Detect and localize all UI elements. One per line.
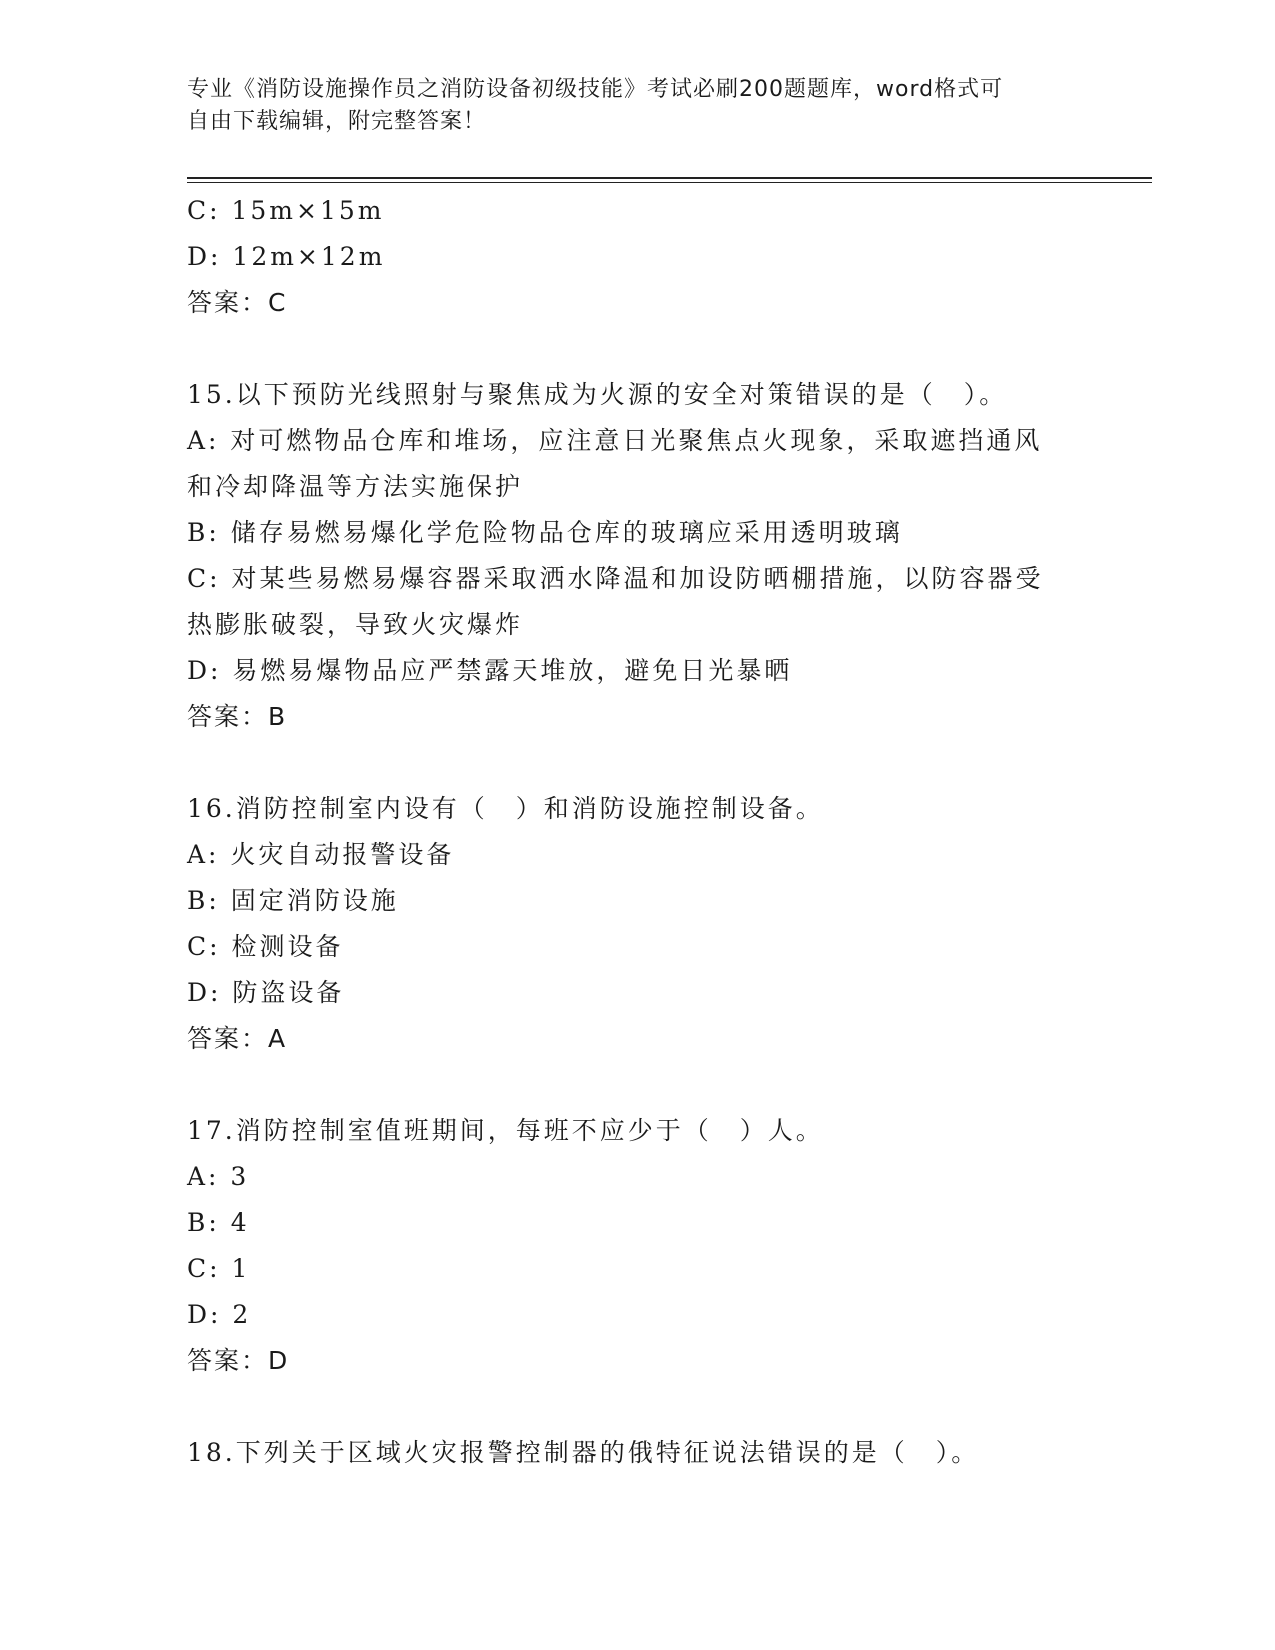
option-c: C: 15m×15m <box>187 196 385 225</box>
spacer <box>187 1384 1167 1430</box>
question-prev <box>187 188 1167 326</box>
option-a: A: 火灾自动报警设备 <box>187 840 455 869</box>
option-d: D: 2 <box>187 1300 252 1329</box>
question-18 <box>187 1430 1167 1476</box>
question-stem: 15.以下预防光线照射与聚焦成为火源的安全对策错误的是（ ）。 <box>187 380 1008 409</box>
question-17 <box>187 1108 1167 1384</box>
question-16 <box>187 786 1167 1062</box>
page-header <box>187 74 1087 138</box>
question-stem: 16.消防控制室内设有（ ）和消防设施控制设备。 <box>187 794 824 823</box>
answer: 答案：D <box>187 1346 290 1375</box>
question-stem: 18.下列关于区域火灾报警控制器的俄特征说法错误的是（ ）。 <box>187 1438 980 1467</box>
option-a-continued: 和冷却降温等方法实施保护 <box>187 472 524 501</box>
spacer <box>187 1062 1167 1108</box>
option-c: C: 对某些易燃易爆容器采取洒水降温和加设防晒棚措施，以防容器受 <box>187 564 1044 593</box>
question-stem: 17.消防控制室值班期间，每班不应少于（ ）人。 <box>187 1116 824 1145</box>
option-b: B: 4 <box>187 1208 250 1237</box>
answer: 答案：B <box>187 702 288 731</box>
option-c-continued: 热膨胀破裂，导致火灾爆炸 <box>187 610 524 639</box>
answer: 答案：A <box>187 1024 288 1053</box>
option-d: D: 易燃易爆物品应严禁露天堆放，避免日光暴晒 <box>187 656 793 685</box>
option-b: B: 储存易燃易爆化学危险物品仓库的玻璃应采用透明玻璃 <box>187 518 903 547</box>
spacer <box>187 740 1167 786</box>
option-d: D: 防盗设备 <box>187 978 345 1007</box>
option-d: D: 12m×12m <box>187 242 386 271</box>
header-title-line-1: 专业《消防设施操作员之消防设备初级技能》考试必刷200题题库，word格式可 <box>187 77 1004 102</box>
option-a: A: 对可燃物品仓库和堆场，应注意日光聚焦点火现象，采取遮挡通风 <box>187 426 1043 455</box>
header-divider <box>187 177 1152 179</box>
option-c: C: 检测设备 <box>187 932 344 961</box>
question-15 <box>187 372 1167 740</box>
question-list <box>187 188 1167 1476</box>
answer: 答案：C <box>187 288 288 317</box>
header-title-line-2: 自由下载编辑，附完整答案！ <box>187 109 487 134</box>
option-c: C: 1 <box>187 1254 251 1283</box>
option-b: B: 固定消防设施 <box>187 886 399 915</box>
spacer <box>187 326 1167 372</box>
header-divider-thin <box>187 182 1152 183</box>
option-a: A: 3 <box>187 1162 250 1191</box>
